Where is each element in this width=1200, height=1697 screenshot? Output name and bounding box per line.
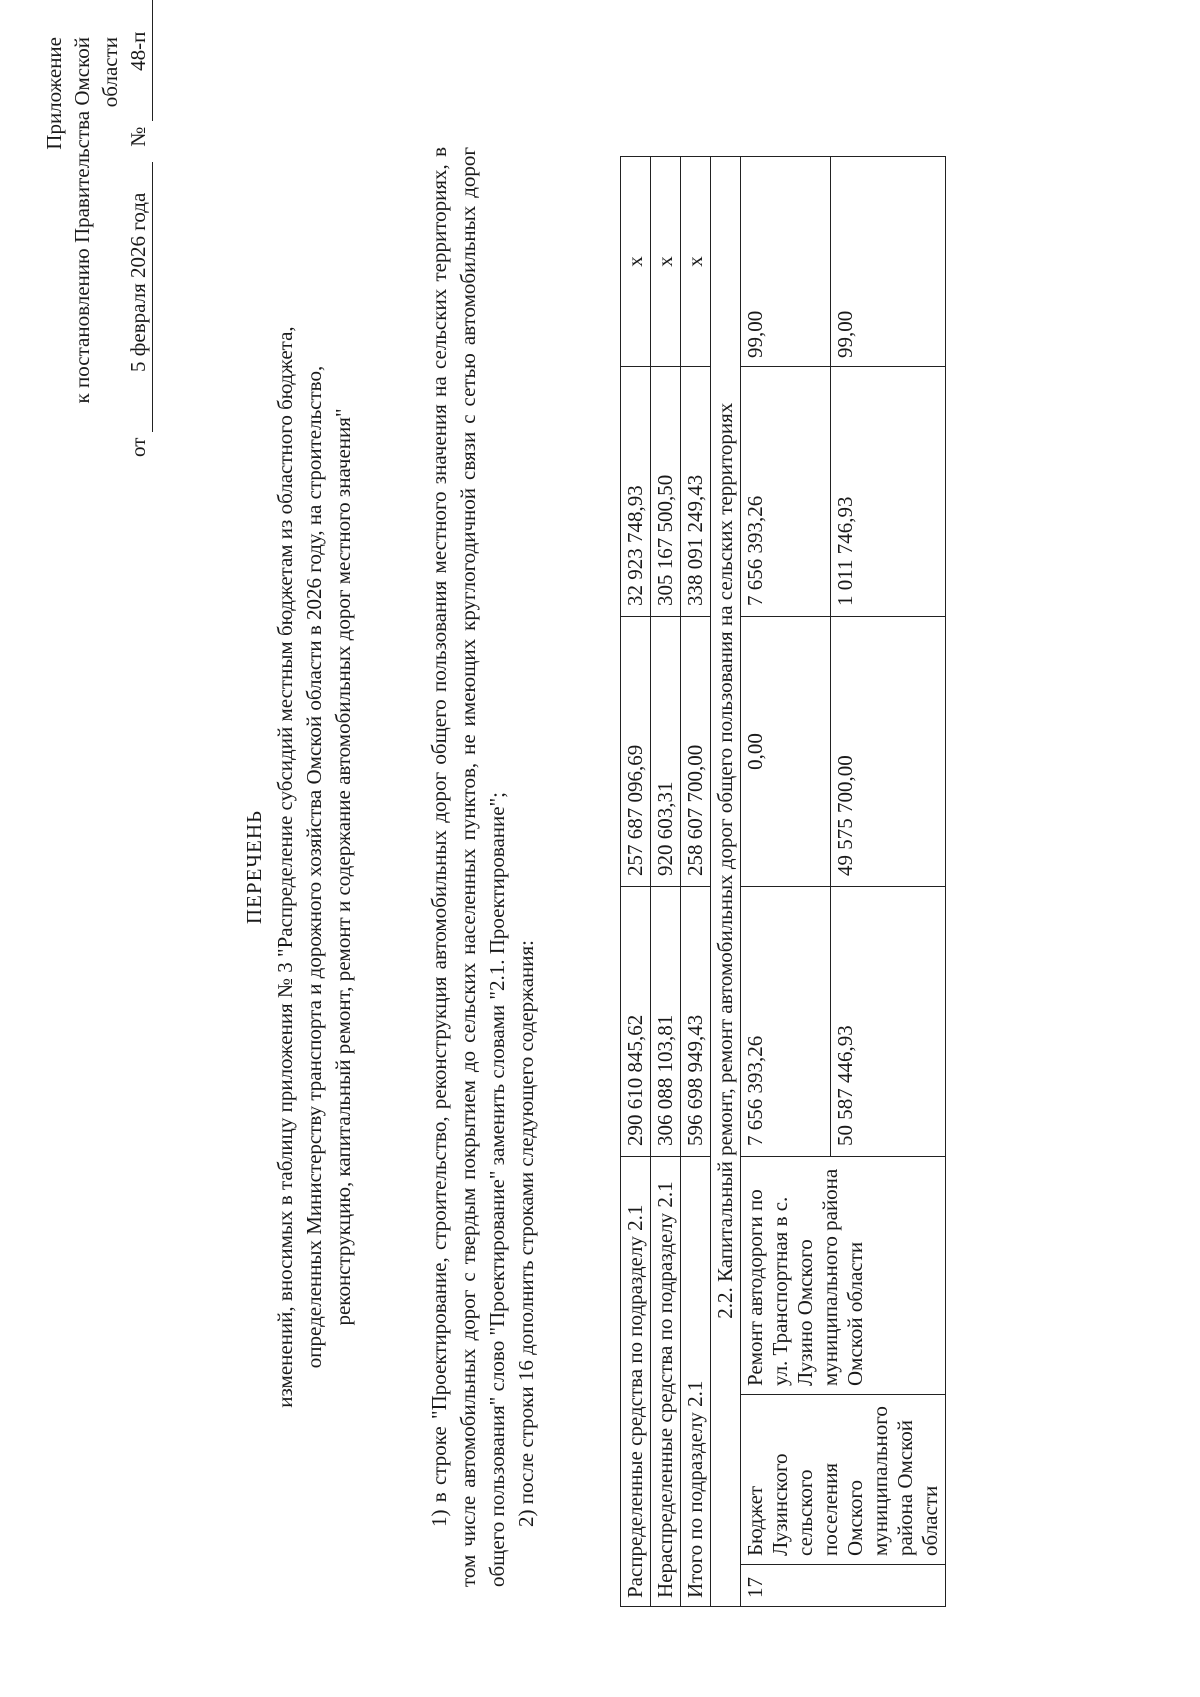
cell-value: 306 088 103,81 — [651, 886, 681, 1156]
appendix-title: Приложение — [42, 37, 66, 150]
cell-value: 49 575 700,00 — [831, 616, 946, 886]
object-name: Ремонт автодороги по ул. Транспортная в с. Лузино Омского муниципального района Омской области — [741, 1156, 946, 1394]
number-label: № — [126, 126, 150, 147]
amendment-table — [620, 156, 946, 1607]
row-label: Нераспределенные средства по подразделу 2.1 — [651, 1156, 681, 1606]
cell-value: 99,00 — [741, 156, 831, 366]
cell-value: 50 587 446,93 — [831, 886, 946, 1156]
appendix-reference: к постановлению Правительства Омской области — [70, 37, 122, 404]
document-title — [240, 157, 358, 1577]
paragraph-1: 1) в строке "Проектирование, строительство, реконструкция автомобильных дорог общего пользования местного значения на сельских территориях, в том числе автомобильных дорог с твердым покрытием до сельских населенных пунктов, не имеющих круглогодичной связи с сетью автомобильных дорог общего пользования" слово "Проектирование" заменить словами "2.1. Проектирование"; — [427, 147, 509, 1587]
table-row — [651, 156, 681, 1606]
date-blank — [124, 402, 153, 432]
title-line-2: определенных Министерству транспорта и дорожного хозяйства Омской области в 2026 году, на строительство, — [302, 365, 326, 1369]
title-line-3: реконструкцию, капитальный ремонт, ремонт и содержание автомобильных дорог местного значения" — [331, 408, 355, 1326]
decree-number: 48-п — [124, 0, 153, 121]
paragraph-2: 2) после строки 16 дополнить строками следующего содержания: — [514, 940, 538, 1527]
body-text — [425, 147, 541, 1587]
row-label: Распределенные средства по подразделу 2.1 — [621, 1156, 651, 1606]
cell-value: 305 167 500,50 — [651, 366, 681, 616]
cell-value: 290 610 845,62 — [621, 886, 651, 1156]
cell-value: 99,00 — [831, 156, 946, 366]
cell-value: 1 011 746,93 — [831, 366, 946, 616]
section-spacer — [711, 1565, 741, 1607]
title-line-1: изменений, вносимых в таблицу приложения № 3 "Распределение субсидий местным бюджетам из областного бюджета, — [273, 326, 297, 1408]
title-heading: ПЕРЕЧЕНЬ — [242, 809, 266, 925]
cell-value: x — [621, 156, 651, 366]
cell-value: 920 603,31 — [651, 616, 681, 886]
section-title: 2.2. Капитальный ремонт, ремонт автомобильных дорог общего пользования на сельских территориях — [711, 156, 741, 1564]
cell-value: 596 698 949,43 — [681, 886, 711, 1156]
cell-value: 257 687 096,69 — [621, 616, 651, 886]
table-row — [621, 156, 651, 1606]
row-label: Итого по подразделу 2.1 — [681, 1156, 711, 1606]
from-label: от — [126, 437, 150, 457]
table-row — [681, 156, 711, 1606]
cell-value: 7 656 393,26 — [741, 366, 831, 616]
row-number: 17 — [741, 1565, 946, 1607]
section-row — [711, 156, 741, 1606]
cell-value: 0,00 — [741, 616, 831, 886]
cell-value: 338 091 249,43 — [681, 366, 711, 616]
decree-date: 5 февраля 2026 года — [124, 162, 153, 402]
cell-value: x — [681, 156, 711, 366]
appendix-block — [40, 31, 153, 457]
cell-value: 32 923 748,93 — [621, 366, 651, 616]
budget-name: Бюджет Лузинского сельского поселения Омского муниципального района Омской области — [741, 1395, 946, 1565]
appendix-date-line — [124, 31, 153, 457]
cell-value: 7 656 393,26 — [741, 886, 831, 1156]
cell-value: x — [651, 156, 681, 366]
table-row — [741, 156, 831, 1606]
cell-value: 258 607 700,00 — [681, 616, 711, 886]
